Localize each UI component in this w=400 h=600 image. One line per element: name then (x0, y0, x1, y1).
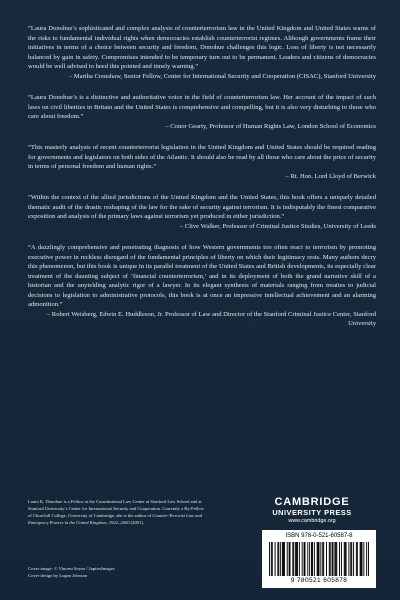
barcode-bar (312, 542, 313, 576)
blurb-attribution: – Robert Weisberg, Edwin E. Huddleson, Jr. Professor of Law and Director of the Stanford Criminal Justice Center, Stanford University (46, 310, 376, 327)
barcode-bar (299, 542, 300, 576)
author-bio (28, 498, 208, 526)
blurb-gearty (28, 93, 376, 131)
barcode-bar (277, 542, 278, 576)
barcode-bar (272, 542, 273, 576)
barcode-bar (335, 542, 336, 576)
blurb-attribution: – Martha Crenshaw, Senior Fellow, Center for International Security and Cooperation (CISAC), Stanford University (68, 72, 376, 80)
cover-design-credit: Cover design by Logan Johnson (28, 573, 88, 578)
blurb-quote: “Laura Donohue’s is a distinctive and authoritative voice in the field of counterterrorism law. Her account of the impact of such laws on civil liberties in Britain and the United States is comprehensive and compelling, but it is also very disturbing to those who care about freedom.” (28, 94, 376, 120)
barcode-bar (297, 542, 298, 576)
barcode-bar (346, 542, 347, 576)
publisher-name: CAMBRIDGE (274, 496, 350, 508)
barcode-bar (351, 542, 352, 576)
barcode-bar (290, 542, 291, 576)
barcode-bar (280, 542, 281, 576)
author-bio-text: Laura K. Donohue is a Fellow at the Constitutional Law Center at Stanford Law School and at Stanford University’s Center for International Security and Cooperation. Currently a By-Fellow of Churchill College, University of Cambridge, she is the author of (28, 499, 204, 518)
publisher-subtitle: UNIVERSITY PRESS (272, 508, 352, 517)
barcode-bar (360, 542, 361, 576)
blurb-walker (28, 193, 376, 231)
barcode-bar (356, 542, 357, 576)
barcode-bar (309, 542, 310, 576)
barcode-bar (287, 542, 288, 576)
barcode-bar (333, 542, 334, 576)
blurb-quote: “Laura Donohue’s sophisticated and complex analysis of counterterrorism law in the United Kingdom and United States warns of the risks to fundamental individual rights when democracies establish counterterrorist regimes. Although governments frame their initiatives in terms of a choice between security and freedom, Donohue challenges this logic. Loss of liberty is not necessarily balanced by gain in safety. Compromises intended to be temporary turn out to be permanent. Leaders and citizens of democracies would be well advised to heed this pointed and timely warning.” (28, 25, 376, 70)
barcode-bar (278, 542, 279, 576)
barcode-bar (362, 542, 363, 576)
barcode-bar (366, 542, 367, 576)
barcode-bar (314, 542, 315, 576)
barcode-bar (282, 542, 283, 576)
barcode-bar (269, 542, 270, 576)
barcode-bar (344, 542, 345, 576)
blurb-quote: “Within the context of the allied jurisdictions of the United Kingdom and the United States, this book offers a uniquely detailed thematic audit of the drastic reshaping of the law for the sake of security against terrorism. It is indisputably the finest comparative exposition and analysis of the primary laws against terrorism yet produced in either jurisdiction.” (28, 194, 376, 220)
barcode-bar (323, 542, 324, 576)
barcode-bar (341, 542, 342, 576)
barcode-bar (322, 542, 323, 576)
barcode-bar (289, 542, 290, 576)
barcode-bar (304, 542, 305, 576)
barcode-bar (330, 542, 331, 576)
barcode-number: 9 780521 605878 (290, 577, 348, 584)
barcode-bar (283, 542, 284, 576)
barcode-bar (348, 542, 349, 576)
author-previous-book-title: Counter-Terrorist Law and Emergency Powers in the United Kingdom, 1922–2000 (28, 513, 202, 525)
isbn-label: ISBN 978-0-521-60587-8 (285, 533, 353, 539)
blurb-crenshaw (28, 24, 376, 81)
barcode-bar (271, 542, 272, 576)
author-bio-text-end: (2001). (129, 520, 145, 525)
barcode-bar (311, 542, 312, 576)
blurbs (28, 24, 376, 341)
blurb-attribution: – Conor Gearty, Professor of Human Rights Law, London School of Economics (165, 122, 376, 130)
barcode-bar (339, 542, 340, 576)
barcode-bar (305, 542, 306, 576)
barcode-panel (262, 530, 376, 588)
barcode-bar (363, 542, 364, 576)
barcode-bar (329, 542, 330, 576)
barcode-bar (292, 542, 293, 576)
barcode-bar (319, 542, 320, 576)
barcode-bar (296, 542, 297, 576)
barcode (269, 542, 369, 576)
barcode-bar (318, 542, 319, 576)
blurb-quote: “This masterly analysis of recent counterterrorist legislation in the United Kingdom and United States should be required reading for governments and legislators on both sides of the Atlantic. It should also be read by all those who care about the price of security in terms of personal freedom and human rights.” (28, 144, 376, 170)
publisher-logo (248, 496, 376, 525)
blurb-lloyd (28, 143, 376, 181)
barcode-bar (284, 542, 285, 576)
barcode-bar (293, 542, 294, 576)
barcode-bar (302, 542, 303, 576)
blurb-quote: “A dazzlingly comprehensive and penetrating diagnosis of how Western governments too often react to terrorism by promoting executive power in reckless disregard of the fundamental principles of liberty on which their legitimacy rests. Many authors decry this phenomenon, but this book is unique in its parallel treatment of the United States and British developments, its especially clear treatment of the daunting subject of ‘financial counterterrorism,’ and in its deployment of both the grand narrative skill of a historian and the unyielding analytic rigor of a lawyer. In its elegant synthesis of materials ranging from treaties to judicial decisions to legislation to administrative protocols, this book is at once an impressive intellectual achievement and an alarming admonition.” (28, 244, 376, 308)
barcode-bar (334, 542, 335, 576)
blurb-attribution: – Clive Walker, Professor of Criminal Justice Studies, University of Leeds (179, 222, 376, 230)
barcode-bar (350, 542, 351, 576)
barcode-bar (368, 542, 369, 576)
barcode-bar (332, 542, 333, 576)
cover-image-credit: Cover image: © Vincent Soyez / JupiterImages (28, 566, 115, 571)
cover-credits (28, 565, 208, 579)
barcode-bar (361, 542, 362, 576)
publisher-url: www.cambridge.org (288, 518, 336, 524)
barcode-bar (336, 542, 337, 576)
barcode-bar (345, 542, 346, 576)
barcode-bar (320, 542, 321, 576)
barcode-bar (353, 542, 354, 576)
blurb-attribution: – Rt. Hon. Lord Lloyd of Berwick (285, 172, 376, 180)
barcode-bar (295, 542, 296, 576)
blurb-weisberg (28, 243, 376, 329)
barcode-bar (326, 542, 327, 576)
barcode-bar (357, 542, 358, 576)
barcode-bar (317, 542, 318, 576)
barcode-bar (275, 542, 276, 576)
barcode-bar (307, 542, 308, 576)
